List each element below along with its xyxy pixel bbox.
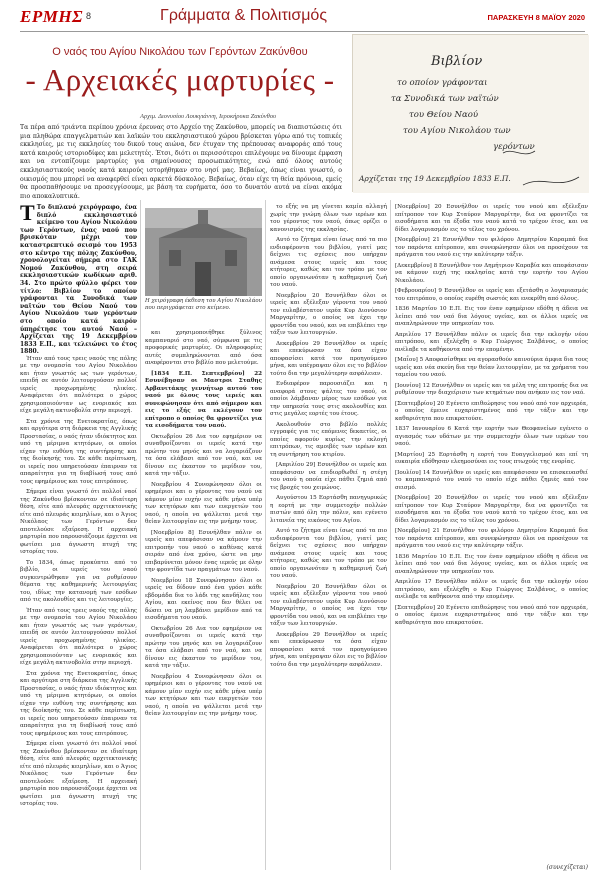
article-intro: Τα πέρα από τριάντα περίπου χρόνια έρευνας στο Αρχείο της Ζακύνθου, μπορείς να διαπιστώσεις ότι μια πληθώρα επαγγελματιών και λαϊκών του εκκλησιαστικού χώρου βρίσκεται γύρω από τις τοπικές εκκλησίες, με τις εκκλησίες του δικού τους αιώνα, δεν έτυχαν της πρέπουσας αναφοράς από τους κατά καιρούς ιστοριοδίφες και μελετητές. Έτσι, διότι οι περισσότεροι επιλέγουμε να δίνουμε έμφαση και να εντοπίζουμε μαρτυρίες για σημαίνουσες προσωπικότητες, ενώ από όλους αυτούς εκκλησιαστικούς ναούς κατά καιρούς ιστορήθηκαν στο νησί μας. Βεβαίως, όπως είναι γνωστό, ο οικισμός που μπορεί να αναφερθεί είναι αρκετά δύσκολος. Βεβαίως, όταν είχε τη θεία πρόνοια, εμείς θα προσπαθήσουμε να προσεγγίσουμε, με βάση τα ευρήματα, όσο το δυνατόν αυτά να είναι ακόμα πιο αποκαλυπτικά. [20, 124, 342, 200]
paragraph: Σήμερα είναι γνωστό ότι πολλοί ναοί της Ζακύνθου βρίσκονταν σε ιδιαίτερη θέση, είτε από πλευράς αρχιτεκτονικής είτε από πλευράς κειμηλίων, και ο Άγιος Νικόλαος των Γερόντων δεν αποτελούσε εξαίρεση. Η αρχειακή μαρτυρία που παρουσιάζουμε έρχεται να φωτίσει μια άγνωστη πτυχή της ιστορίας του. [20, 741, 137, 808]
paragraph: Νοεμβρίου 20 Εσυνήλθαν όλοι οι ιερείς και εξέλεξαν γέροντα του ναού τον ευλαβέστατον ιερέα Κυρ Διονύσιον Μαργαρίτην, ο οποίος να έχει την φροντίδα του ναού, και να επιβλέπει την τάξιν των λειτουργιών. [270, 583, 387, 627]
paragraph: Απριλίου 17 Εσυνήλθαν πάλιν οι ιερείς δια την εκλογήν νέου επιτρόπου, και εξελέχθη ο Κυρ Γεώργιος Σαλβάνος, ο οποίος ανέλαβε τα καθήκοντα από την επομένην. [395, 331, 588, 353]
paragraph: Νοεμβρίου 4 Συνεφώνησαν όλοι οι εφημέριοι και ο γέροντας του ναού να κάμουν μίαν ευχήν εις κάθε μήνα υπέρ των κτητόρων και των ευεργετών του ναού, η οποία να ψάλλεται μετά την θείαν λειτουργίαν εις την μνήμην τους. [145, 481, 262, 525]
manuscript-line: γερόντων [493, 142, 535, 152]
paragraph: [1834 Ε.Π. Σεπτεμβρίου] 22 Εσυνέβησαν οι Μαστροι Σταθης Αρβανιτάκης γεννήτωρ αυτού του ναού με όλους τους ιερείς και συνεφώνησαν ότι από σήμερον και εις το εξής να εκλέγουν τον επίτροπο ο οποίος θα φροντίζει για τα εισοδήματα του ναού. [145, 370, 262, 429]
paragraph: [Μαρτίου] 25 Εορτάσθη η εορτή του Ευαγγελισμού και επί τη ευκαιρία εδόθησαν ελεημοσύναι εις τους πτωχούς της ενορίας. [395, 451, 588, 465]
lead-text: Το διπλανό χειρόγραφο, ένα διπλό εκκλησιαστικό κείμενο του Αγίου Νικολάου των Γερόντων, ένας ναού που βρισκόταν μέχρι τον καταστρεπτικό σεισμό του 1953 στο κέντρο της πόλης Ζακύνθου, χρονολογείται σήμερα στο ΓΑΚ Νομού Ζακύνθου, στη σειρά εκκλησιαστικών κωδίκων αριθ. 34. Στο πρώτο φύλλο φέρει τον τίτλο: Βιβλίον το οποίον γράφονται τα Συνοδικά των ναϊτών του Θείου Ναού του Αγίου Νικολάου των γερόντων στο οποίο κατά καιρόν ύπηρέτησε του αυτού Ναού – Αρχίζεται της 19 Δεκεμβρίου 1833 Ε.Π., και τελειώνει το έτος 1880. [20, 204, 137, 356]
section-title: Γράμματα & Πολιτισμός [160, 7, 328, 24]
paragraph: [Απριλίου 29] Εσυνήλθον οι ιερείς και επεφάσισαν να επιδιορθωθεί η στέγη του ναού η οποία είχε πάθει ζημιά από τις βροχές του χειμώνος. [270, 462, 387, 491]
paragraph: [Φεβρουαρίου] 9 Εσυνήλθον οι ιερείς και εξετάσθη ο λογαριασμός του επιτρόπου, ο οποίος ευρέθη σωστός και ενεκρίθη από όλους. [395, 288, 588, 302]
paragraph: Αυτό το ζήτημα είναι ίσως από τα πιο ενδιαφέροντα του βιβλίου, γιατί μας δείχνει τις σχέσεις που υπήρχαν ανάμεσα στους ιερείς και τους κτήτορες, καθώς και τον τρόπο με τον οποίο οργανωνόταν η καθημερινή ζωή του ναού. [270, 237, 387, 288]
body-column-3 [270, 204, 387, 868]
paragraph: Ήταν από τους τρεις ναούς της πόλης με την ονομασία του Αγίου Νικολάου και ήταν γνωστός ως των γερόντων, επειδή σε αυτόν λειτουργούσαν πολλοί ιερείς προχωρημένης ηλικίας. Αναφέρεται ότι παλιότερα ο χώρος χρησιμοποιούνταν ως ενοριακός και είχε μεγάλη ακτινοβολία στην περιοχή. [20, 607, 137, 667]
paragraph: Σήμερα είναι γνωστό ότι πολλοί ναοί της Ζακύνθου βρίσκονταν σε ιδιαίτερη θέση, είτε από πλευράς αρχιτεκτονικής είτε από πλευράς κειμηλίων, και ο Άγιος Νικόλαος των Γερόντων δεν αποτελούσε εξαίρεση. Η αρχειακή μαρτυρία που παρουσιάζουμε έρχεται να φωτίσει μια άγνωστη πτυχή της ιστορίας του. [20, 489, 137, 556]
manuscript-line: του Αγίου Νικολάου των [403, 126, 511, 136]
paragraph: [Σεπτεμβρίου] 20 Εγένετο επιθεώρησις του ναού από τον αρχιερέα, ο οποίος έμεινε ευχαριστημένος από την τάξιν και την καθαριότητα που επικρατούσε. [395, 400, 588, 422]
paragraph: Οκτωβρίου 26 Δια τον εφημέριον να συναθροίζονται οι ιερείς κατά την πρώτην του μηνός και να λογαριάζουν τα όσα ελάβασι από τον ναό, και να δίνουν εις έκαστον το μερίδιον του, κατά την τάξιν. [145, 625, 262, 669]
paragraph: Δεκεμβρίου 29 Εσυνήλθον οι ιερείς και επεκύρωσαν τα όσα είχαν αποφασίσει κατά τον προηγούμενο μήνα, και υπέγραψαν όλοι εις το βιβλίον τούτο δια την μεγαλύτερην ασφάλειαν. [270, 631, 387, 668]
article-byline: Αρχιμ. Διονυσίου Λουκγιάννη, Ιεροκήρυκα Ζακύνθου [140, 113, 277, 120]
paragraph: και χρησιμοποιήθηκε ξύλινος καμπαναριό στο ναό, σύμφωνα με τις προφορικές μαρτυρίες. Οι πληροφορίες αυτές συμπληρώνονται από όσα αναφέρονται στο βιβλίο που μελετούμε. [145, 330, 262, 366]
paragraph: Νοεμβρίου 18 Συνεφώνησαν όλοι οι ιερείς να δίδουν από ένα γρόσι κάθε εβδομάδα δια το λάδι της κανδήλας του Αγίου, και εκείνος που δεν θέλει να δώσει να μη λαμβάνει μερίδιον από τα εισοδήματα του ναού. [145, 577, 262, 621]
column-divider [140, 200, 141, 870]
manuscript-line: το οποίον γράφονται [397, 78, 488, 88]
paragraph: Στα χρόνια της Ενετοκρατίας, όπως και αργότερα στη διάρκεια της Αγγλικής Προστασίας, ο ναός ήταν ιδιόκτητος και υπό τη μέριμνα κτητόρων, οι οποίοι είχαν την ευθύνη της συντήρησης και της διοίκησής του. Σε κάθε περίπτωση, οι ιερείς που υπηρετούσαν έπαιρναν τα απαραίτητα για τη διαβίωσή τους από τους εφημέριους και τους επιτρόπους. [20, 670, 137, 737]
drop-cap: Τ [20, 200, 35, 225]
manuscript-line: του Θείου Ναού [409, 110, 479, 120]
article-lead [20, 200, 137, 356]
body-column-2 [145, 330, 262, 868]
manuscript-line: τα Συνοδικά των ναϊτών [391, 94, 499, 104]
paragraph: [Μαΐου] 5 Αποφασίσθηκε να αγορασθούν καινούρια άμφια δια τους ιερείς και νέα σκεύη δια την θείαν λειτουργίαν, με τα χρήματα του ταμείου του ναού. [395, 357, 588, 378]
page-number: 8 [86, 11, 92, 21]
paragraph: Ενδιαφέρον παρουσιάζει και η αναφορά στους ψάλτες του ναού, οι οποίοι λάμβαναν μέρος των εσόδων για την υπηρεσία τους στις ακολουθίες και στις μεγάλες εορτές του έτους. [270, 381, 387, 417]
continued-note: (συνεχίζεται) [546, 864, 588, 871]
issue-date: ΠΑΡΑΣΚΕΥΗ 8 ΜΑΪΟΥ 2020 [487, 13, 585, 22]
paragraph: [Νοεμβρίου] 21 Εσυνήλθαν του φιλόρου Δημητρίου Καραμπά δια τον παρόντα επίτροπον, και συνεφώνησαν όλοι να προσέχουν τα πράγματα του ναού εις την καλύτερην τάξιν. [395, 528, 588, 549]
page-header [20, 6, 585, 32]
manuscript-line: Αρχίζεται της 19 Δεκεμβρίου 1833 Ε.Π. [359, 174, 511, 183]
paragraph: [Νοεμβρίου] 21 Εσυνήλθαν του φιλόρου Δημητρίου Καραμπά δια τον παρόντα επίτροπον, και συνεφώνησαν όλοι να προσέχουν τα πράγματα του ναού εις την καλύτερην τάξιν. [395, 237, 588, 258]
photo-caption: Η χειρόγραφη έκθεση του Αγίου Νικολάου που περιγράφεται στο κείμενο. [145, 298, 262, 311]
paragraph: Ακολουθούν στο βιβλίο πολλές εγγραφές για τις επόμενες δεκαετίες, οι οποίες αφορούν κυρίως την εκλογή επιτρόπων, τις αμοιβές των ιερέων και τη συντήρηση του κτιρίου. [270, 421, 387, 458]
paragraph: Οκτωβρίου 26 Δια τον εφημέριον να συναθροίζονται οι ιερείς κατά την πρώτην του μηνός και να λογαριάζουν τα όσα ελάβασι από τον ναό, και να δίνουν εις έκαστον το μερίδιον του, κατά την τάξιν. [145, 433, 262, 477]
paragraph: Αυγούστου 15 Εορτάσθη πανηγυρικώς η εορτή με την συμμετοχήν πολλών πιστών από όλη την πόλιν, και εγένετο λιτανεία της εικόνος του Αγίου. [270, 495, 387, 524]
manuscript-image [352, 34, 588, 192]
paragraph: Αυτό το ζήτημα είναι ίσως από τα πιο ενδιαφέροντα του βιβλίου, γιατί μας δείχνει τις σχέσεις που υπήρχαν ανάμεσα στους ιερείς και τους κτήτορες, καθώς και τον τρόπο με τον οποίο οργανωνόταν η καθημερινή ζωή του ναού. [270, 528, 387, 579]
church-photo [145, 208, 262, 296]
paragraph: [Σεπτεμβρίου] 20 Εγένετο επιθεώρησις του ναού από τον αρχιερέα, ο οποίος έμεινε ευχαριστημένος από την τάξιν και την καθαριότητα που επικρατούσε. [395, 604, 588, 626]
paragraph: [Δεκεμβρίου] 8 Εσυνήλθον τον Δημήτριον Καραβία και απεφάσισαν να κάμουν ευχή της εκκλησίας κατά την εορτήν του Αγίου Νικολάου. [395, 262, 588, 284]
paragraph: Νοεμβρίου 4 Συνεφώνησαν όλοι οι εφημέριοι και ο γέροντας του ναού να κάμουν μίαν ευχήν εις κάθε μήνα υπέρ των κτητόρων και των ευεργετών του ναού, η οποία να ψάλλεται μετά την θείαν λειτουργίαν εις την μνήμην τους. [145, 673, 262, 717]
paragraph: [Νοεμβρίου 8] Εσυνήλθαν πάλιν οι ιερείς και απεφάσισαν να κάμουν την επιτροπήν του ναού ο καθένας κατά σειράν από ένα χρόνο, ώστε να μην επιβαρύνεται μόνον ένας ιερεύς με όλην την φροντίδα των πραγμάτων του ναού. [145, 529, 262, 573]
paragraph: Νοεμβρίου 20 Εσυνήλθαν όλοι οι ιερείς και εξέλεξαν γέροντα του ναού τον ευλαβέστατον ιερέα Κυρ Διονύσιον Μαργαρίτην, ο οποίος να έχει την φροντίδα του ναού, και να επιβλέπει την τάξιν των λειτουργιών. [270, 292, 387, 336]
manuscript-line: Βιβλίον [431, 54, 483, 69]
paragraph: Στα χρόνια της Ενετοκρατίας, όπως και αργότερα στη διάρκεια της Αγγλικής Προστασίας, ο ναός ήταν ιδιόκτητος και υπό τη μέριμνα κτητόρων, οι οποίοι είχαν την ευθύνη της συντήρησης και της διοίκησής του. Σε κάθε περίπτωση, οι ιερείς που υπηρετούσαν έπαιρναν τα απαραίτητα για τη διαβίωσή τους από τους εφημέριους και τους επιτρόπους. [20, 418, 137, 485]
paragraph: Δεκεμβρίου 29 Εσυνήλθον οι ιερείς και επεκύρωσαν τα όσα είχαν αποφασίσει κατά τον προηγούμενο μήνα, και υπέγραψαν όλοι εις το βιβλίον τούτο δια την μεγαλύτερην ασφάλειαν. [270, 340, 387, 377]
paragraph: [Νοεμβρίου] 20 Εσυνήλθον οι ιερείς του ναού και εξέλεξαν επίτροπον τον Κυρ Σταύρον Μαργαρίτην, δια να φροντίζει τα εισοδήματα και τα έξοδα του ναού κατά το τρέχον έτος, και να δίδει λογαριασμόν εις το τέλος του χρόνου. [395, 204, 588, 233]
paragraph: 1836 Μαρτίου 10 Ε.Π. Εις τον έναν εφημέριον εδόθη η άδεια να λείπει από τον ναό δια λόγους υγείας, και οι άλλοι ιερείς να αναπληρώνουν την υπηρεσίαν του. [395, 553, 588, 575]
paragraph: [Ιουλίου] 14 Εσυνήλθον οι ιερείς και απεφάσισαν να επισκευασθεί το καμπαναριό του ναού το οποίο είχε πάθει ζημιές από τον σεισμό. [395, 469, 588, 491]
paragraph: το εξής να μη γίνεται καμία αλλαγή χωρίς την γνώμη όλων των ιερέων και του γέροντος του ναού, όπως ορίζει ο κανονισμός της εκκλησίας. [270, 204, 387, 233]
paragraph: [Νοεμβρίου] 20 Εσυνήλθον οι ιερείς του ναού και εξέλεξαν επίτροπον τον Κυρ Σταύρον Μαργαρίτην, δια να φροντίζει τα εισοδήματα και τα έξοδα του ναού κατά το τρέχον έτος, και να δίδει λογαριασμόν εις το τέλος του χρόνου. [395, 495, 588, 524]
newspaper-logo: ΕΡΜΗΣ [20, 7, 84, 26]
paragraph: Το 1834, όπως προκύπτει από το βιβλίο, οι ιερείς του ναού συγκεντρώθηκαν για να ρυθμίσουν θέματα της καθημερινής λειτουργίας του, ιδίως την κατανομή των εσόδων από τις ακολουθίες και τις λειτουργίες. [20, 559, 137, 604]
body-column-1 [20, 200, 137, 868]
column-divider [390, 200, 391, 870]
article-headline: - Αρχειακές μαρτυρίες - [25, 62, 335, 97]
paragraph: Ήταν από τους τρεις ναούς της πόλης με την ονομασία του Αγίου Νικολάου και ήταν γνωστός ως των γερόντων, επειδή σε αυτόν λειτουργούσαν πολλοί ιερείς προχωρημένης ηλικίας. Αναφέρεται ότι παλιότερα ο χώρος χρησιμοποιούνταν ως ενοριακός και είχε μεγάλη ακτινοβολία στην περιοχή. [20, 355, 137, 415]
paragraph: 1837 Ιανουαρίου 6 Κατά την εορτήν των Θεοφανείων εγένετο ο αγιασμός των υδάτων με την συμμετοχήν όλων των ιερέων του ναού. [395, 426, 588, 447]
paragraph: Απριλίου 17 Εσυνήλθαν πάλιν οι ιερείς δια την εκλογήν νέου επιτρόπου, και εξελέχθη ο Κυρ Γεώργιος Σαλβάνος, ο οποίος ανέλαβε τα καθήκοντα από την επομένην. [395, 579, 588, 600]
paragraph: [Ιουνίου] 12 Εσυνήλθαν οι ιερείς και τα μέλη της επιτροπής δια να ρυθμίσουν την διαχείρισιν των κτημάτων που ανήκαν εις τον ναό. [395, 382, 588, 396]
article-kicker: Ο ναός του Αγίου Νικολάου των Γερόντων Ζακύνθου [52, 46, 308, 58]
paragraph: 1836 Μαρτίου 10 Ε.Π. Εις τον έναν εφημέριον εδόθη η άδεια να λείπει από τον ναό δια λόγους υγείας, και οι άλλοι ιερείς να αναπληρώνουν την υπηρεσίαν του. [395, 306, 588, 327]
column-divider [265, 200, 266, 870]
body-column-4 [395, 204, 588, 862]
